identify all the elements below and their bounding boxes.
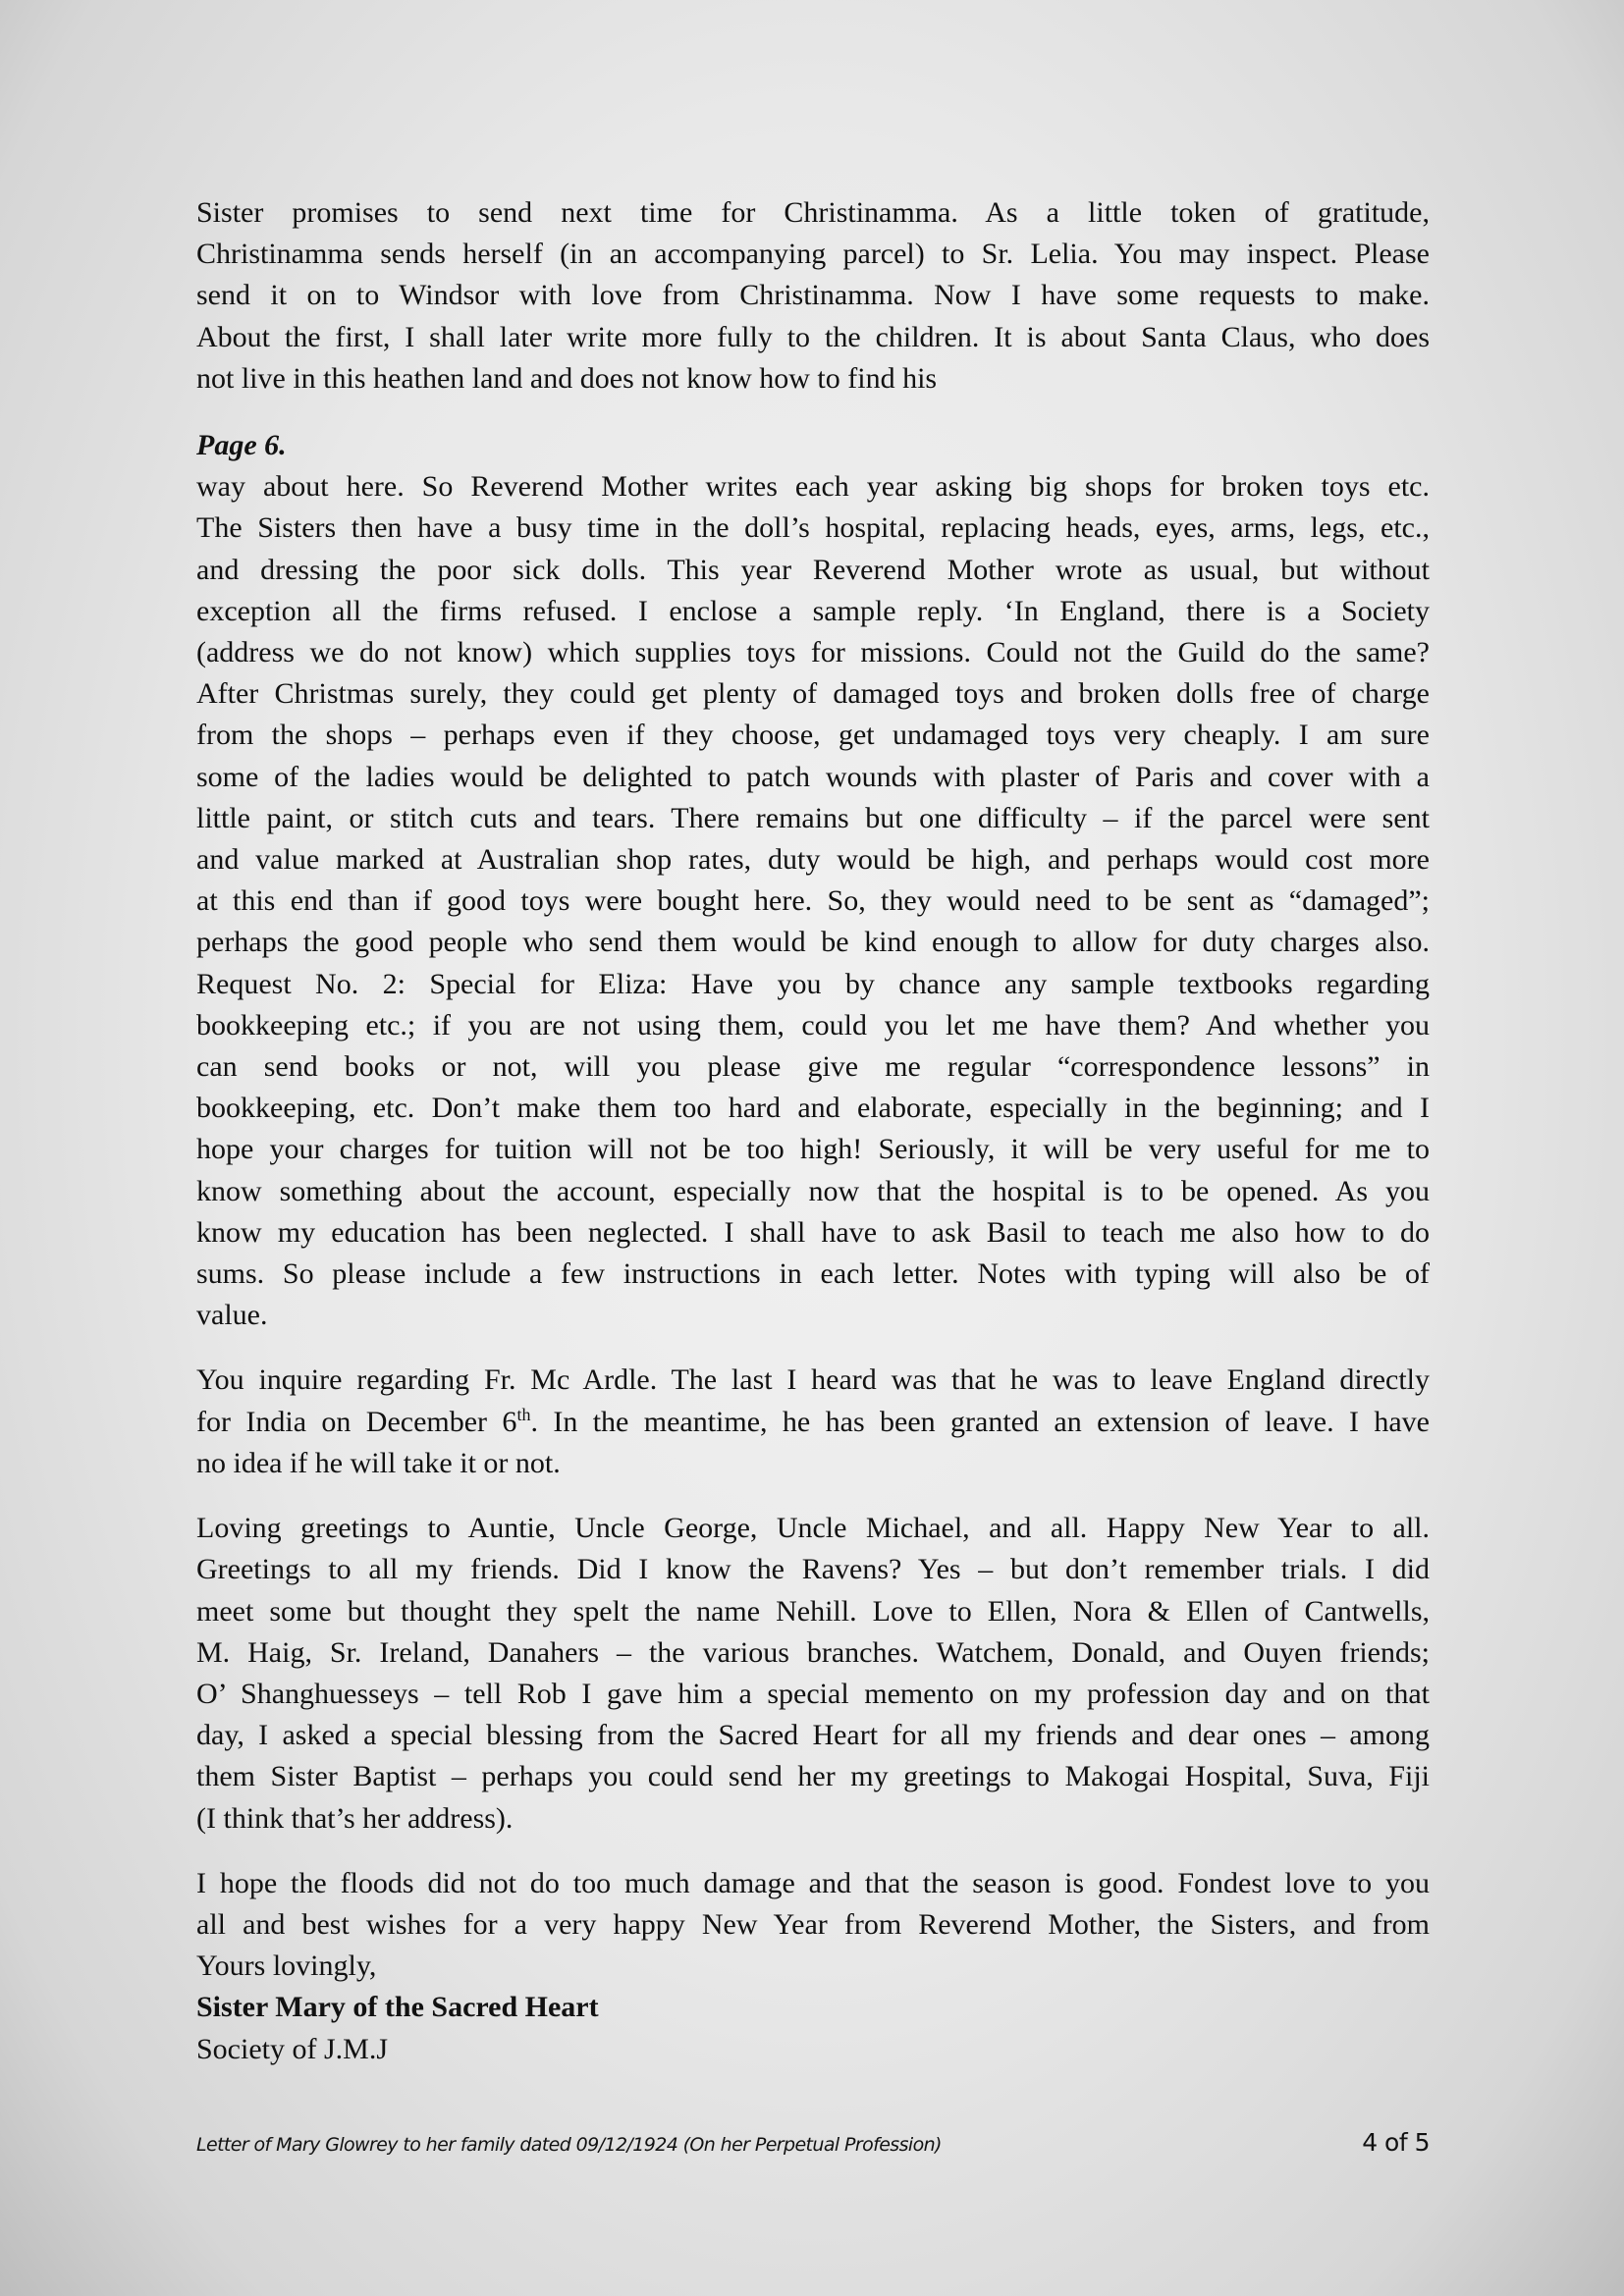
text-line: You inquire regarding Fr. Mc Ardle. The last I heard was that he was to leave England directly bbox=[196, 1363, 1430, 1397]
paragraph bbox=[196, 1863, 1430, 1988]
text-line: (I think that’s her address). bbox=[196, 1801, 514, 1835]
text-line: for India on December 6th. In the meantime, he has been granted an extension of leave. I have bbox=[196, 1404, 1430, 1438]
text-line: Page 6. bbox=[196, 429, 287, 462]
text-line: can send books or not, will you please give me regular “correspondence lessons” in bbox=[196, 1050, 1430, 1084]
text-line: know my education has been neglected. I shall have to ask Basil to teach me also how to do bbox=[196, 1215, 1430, 1249]
text-line: and dressing the poor sick dolls. This year Reverend Mother wrote as usual, but without bbox=[196, 553, 1430, 586]
text-line: perhaps the good people who send them would be kind enough to allow for duty charges also. bbox=[196, 926, 1430, 959]
letter-body bbox=[196, 192, 1430, 2070]
text-line: way about here. So Reverend Mother writes each year asking big shops for broken toys etc. bbox=[196, 470, 1430, 504]
signature-society: Society of J.M.J bbox=[196, 2032, 388, 2065]
ordinal-suffix: th bbox=[516, 1404, 531, 1424]
paragraph bbox=[196, 1360, 1430, 1484]
text-line: After Christmas surely, they could get plenty of damaged toys and broken dolls free of charge bbox=[196, 677, 1430, 711]
paragraph bbox=[196, 1508, 1430, 1840]
text-line: meet some but thought they spelt the name Nehill. Love to Ellen, Nora & Ellen of Cantwells, bbox=[196, 1594, 1430, 1628]
text-line: Sister promises to send next time for Christinamma. As a little token of gratitude, bbox=[196, 196, 1430, 229]
text-line: M. Haig, Sr. Ireland, Danahers – the various branches. Watchem, Donald, and Ouyen friends; bbox=[196, 1635, 1430, 1669]
text-line: About the first, I shall later write more fully to the children. It is about Santa Claus, who does bbox=[196, 320, 1430, 353]
page-heading bbox=[196, 425, 1430, 466]
text-line: O’ Shanghuesseys – tell Rob I gave him a special memento on my profession day and on that bbox=[196, 1677, 1430, 1710]
footer-caption: Letter of Mary Glowrey to her family dated 09/12/1924 (On her Perpetual Profession) bbox=[196, 2134, 942, 2156]
text-line: little paint, or stitch cuts and tears. There remains but one difficulty – if the parcel were sent bbox=[196, 801, 1430, 834]
text-line: Loving greetings to Auntie, Uncle George, Uncle Michael, and all. Happy New Year to all. bbox=[196, 1512, 1430, 1545]
text-line: not live in this heathen land and does not know how to find his bbox=[196, 361, 938, 395]
text-line: them Sister Baptist – perhaps you could send her my greetings to Makogai Hospital, Suva, Fiji bbox=[196, 1760, 1430, 1793]
text-line: all and best wishes for a very happy New Year from Reverend Mother, the Sisters, and from bbox=[196, 1907, 1430, 1941]
paragraph bbox=[196, 466, 1430, 1336]
text-line: day, I asked a special blessing from the Sacred Heart for all my friends and dear ones – among bbox=[196, 1719, 1430, 1752]
text-line: exception all the firms refused. I enclose a sample reply. ‘In England, there is a Society bbox=[196, 594, 1430, 627]
text-line: Christinamma sends herself (in an accompanying parcel) to Sr. Lelia. You may inspect. Please bbox=[196, 238, 1430, 271]
text-line: sums. So please include a few instructions in each letter. Notes with typing will also be of bbox=[196, 1257, 1430, 1291]
text-line: Yours lovingly, bbox=[196, 1949, 377, 1983]
text-line: value. bbox=[196, 1299, 268, 1332]
text-line: some of the ladies would be delighted to patch wounds with plaster of Paris and cover with a bbox=[196, 760, 1430, 793]
text-line: hope your charges for tuition will not be too high! Seriously, it will be very useful for me to bbox=[196, 1133, 1430, 1166]
page-number: 4 of 5 bbox=[1362, 2128, 1430, 2157]
text-line: no idea if he will take it or not. bbox=[196, 1446, 561, 1479]
paragraph bbox=[196, 192, 1430, 400]
text-line: The Sisters then have a busy time in the doll’s hospital, replacing heads, eyes, arms, legs, etc., bbox=[196, 511, 1430, 545]
text-line: I hope the floods did not do too much damage and that the season is good. Fondest love to you bbox=[196, 1866, 1430, 1899]
text-line: and value marked at Australian shop rates, duty would be high, and perhaps would cost more bbox=[196, 843, 1430, 877]
text-line: Greetings to all my friends. Did I know the Ravens? Yes – but don’t remember trials. I did bbox=[196, 1553, 1430, 1586]
text-line: at this end than if good toys were bought here. So, they would need to be sent as “damaged”; bbox=[196, 884, 1430, 918]
text-line: bookkeeping, etc. Don’t make them too hard and elaborate, especially in the beginning; and I bbox=[196, 1092, 1430, 1125]
paragraphs bbox=[196, 192, 1430, 1987]
text-line: Request No. 2: Special for Eliza: Have you by chance any sample textbooks regarding bbox=[196, 967, 1430, 1000]
text-line: know something about the account, especially now that the hospital is to be opened. As you bbox=[196, 1174, 1430, 1207]
text-line: from the shops – perhaps even if they choose, get undamaged toys very cheaply. I am sure bbox=[196, 719, 1430, 752]
text-line: send it on to Windsor with love from Christinamma. Now I have some requests to make. bbox=[196, 279, 1430, 312]
signature-name: Sister Mary of the Sacred Heart bbox=[196, 1991, 599, 2024]
text-line: (address we do not know) which supplies toys for missions. Could not the Guild do the same? bbox=[196, 636, 1430, 669]
text-line: bookkeeping etc.; if you are not using them, could you let me have them? And whether you bbox=[196, 1008, 1430, 1041]
